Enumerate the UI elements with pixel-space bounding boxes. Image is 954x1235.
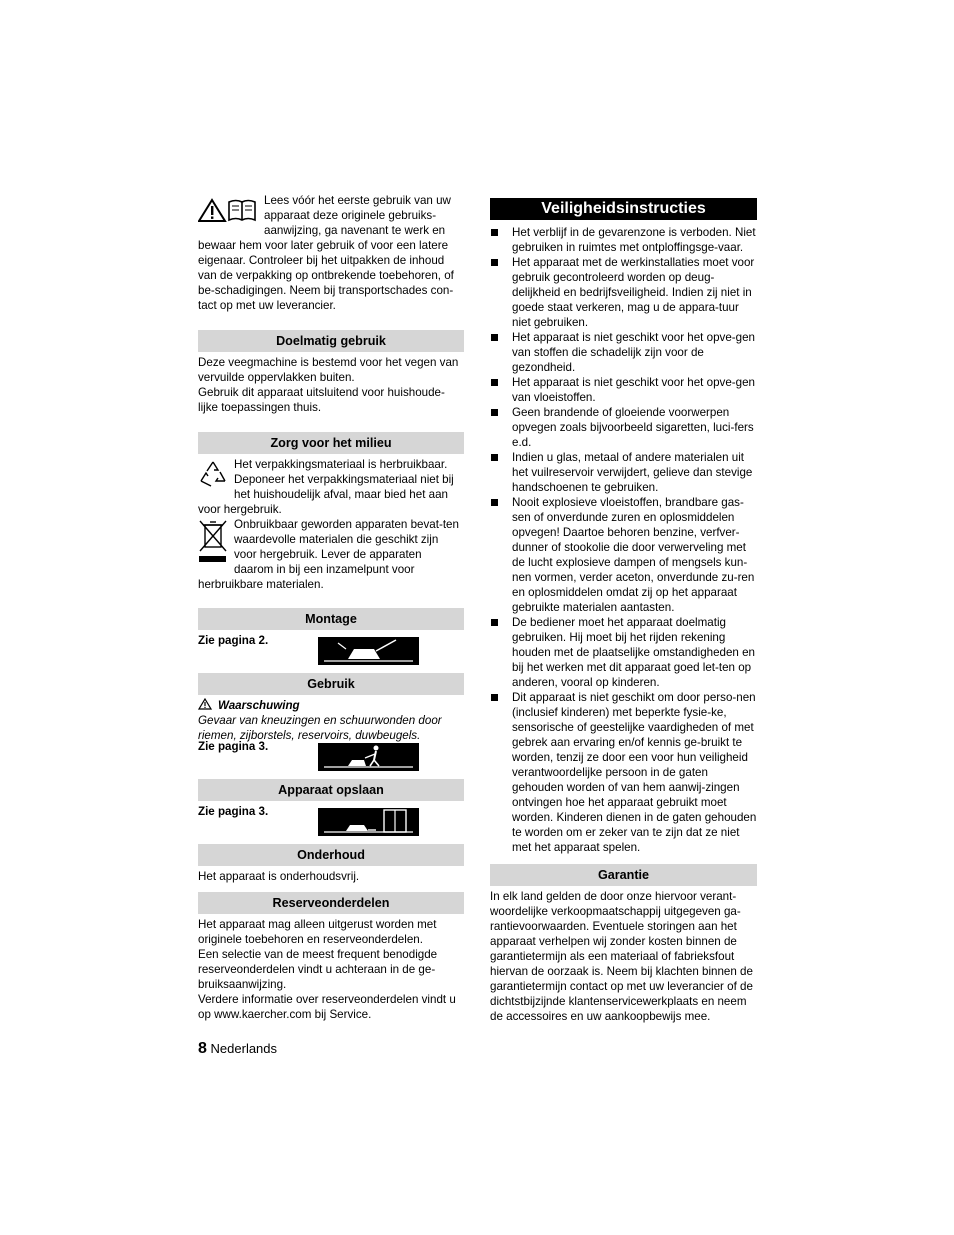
reserve-p2: Een selectie van de meest frequent benodigde reserveonderdelen vindt u achteraan in de ge-bruiksaanwijzing. [198,948,438,991]
bullet-square-icon [491,409,498,416]
heading-milieu: Zorg voor het milieu [198,432,464,454]
crossed-bin-icon [198,519,228,567]
gebruik-warning [198,698,464,713]
list-item: Het apparaat is niet geschikt voor het opve-gen van stoffen die schadelijk zijn voor de gezondheid. [490,330,757,375]
warning-triangle-icon [198,198,258,223]
bullet-square-icon [491,229,498,236]
gebruik-ref-text: Zie pagina 3. [198,740,269,753]
heading-veiligheid: Veiligheidsinstructies [490,198,757,220]
bullet-square-icon [491,694,498,701]
list-item: De bediener moet het apparaat doelmatig gebruiken. Hij moet bij het rijden rekening houden met de plaatselijke omstandigheden en bij het werken met dit apparaat goed let-ten op anderen, vooral op kinderen. [490,615,757,690]
list-item: Geen brandende of gloeiende voorwerpen opvegen zoals bijvoorbeeld sigaretten, luci-fers e.d. [490,405,757,450]
left-column [198,193,464,1022]
montage-ref-text: Zie pagina 2. [198,634,269,647]
intro-text: Lees vóór het eerste gebruik van uw apparaat deze originele gebruiks-aanwijzing, ga navenant te werk en bewaar hem voor later gebruik of voor een latere eigenaar. Controleer bij het uitpakken de inhoud van de verpakking op ontbrekende toebehoren, of be-schadigingen. Neem bij transportschades con-tact op met uw leverancier. [198,194,454,312]
bullet-square-icon [491,334,498,341]
heading-gebruik: Gebruik [198,673,464,695]
opslaan-ref [198,805,464,838]
heading-onderhoud: Onderhoud [198,844,464,866]
milieu-recycle-block [198,457,464,517]
milieu-weee-block [198,517,464,592]
intro-block [198,193,464,313]
reserve-p3: Verdere informatie over reserveonderdelen vindt u op www.kaercher.com bij Service. [198,993,456,1021]
list-item: Het apparaat is niet geschikt voor het opve-gen van vloeistoffen. [490,375,757,405]
bullet-square-icon [491,499,498,506]
warning-text: Gevaar van kneuzingen en schuurwonden door riemen, zijborstels, reservoirs, duwbeugels. [198,714,442,742]
operation-pictogram [318,743,419,771]
bullet-square-icon [491,379,498,386]
list-item: Het verblijf in de gevarenzone is verboden. Niet gebruiken in ruimtes met ontploffingsge-vaar. [490,225,757,255]
list-item: Indien u glas, metaal of andere materialen uit het vuilreservoir verwijdert, gelieve dan stevige handschoenen te gebruiken. [490,450,757,495]
right-column [490,198,757,1024]
doelmatig-p1: Deze veegmachine is bestemd voor het vegen van vervuilde oppervlakken buiten. [198,356,459,384]
opslaan-ref-text: Zie pagina 3. [198,805,269,818]
list-item: Nooit explosieve vloeistoffen, brandbare gas-sen of onverdunde zuren en oplosmiddelen opvegen! Daartoe behoren benzine, verfver-dunner of stookolie die door verwerveling met de lucht explosieve dampen of mengsels kun-nen vormen, verder aceton, onverdunde zu-ren en oplosmiddelen omdat zij op het apparaat gebruikte materialen aantasten. [490,495,757,615]
heading-opslaan: Apparaat opslaan [198,779,464,801]
heading-reserve: Reserveonderdelen [198,892,464,914]
heading-garantie: Garantie [490,864,757,886]
onderhoud-text: Het apparaat is onderhoudsvrij. [198,870,360,883]
bullet-square-icon [491,619,498,626]
gebruik-ref [198,740,464,773]
page-language: Nederlands [210,1041,278,1056]
intro-icons [198,198,258,227]
reserve-p1: Het apparaat mag alleen uitgerust worden met originele toebehoren en reserveonderdelen. [198,918,437,946]
warning-title: Waarschuwing [218,699,300,712]
page-footer [198,1041,277,1056]
milieu-p1: Het verpakkingsmateriaal is herbruikbaar. Deponeer het verpakkingsmateriaal niet bij het huishoudelijk afval, maar bied het aan voor hergebruik. [198,458,454,516]
garantie-text: In elk land gelden de door onze hiervoor verant-woordelijke verkoopmaatschappij uitgegeven ga-rantievoorwaarden. Eventuele storingen aan het apparaat verhelpen wij zonder kosten binnen de garantietermijn als een materiaal of fabrieksfout hiervan de oorzaak is. Neem bij klachten binnen de garantietermijn contact op met uw leverancier of de dichtstbijzijnde klantenservicewerkplaats en neem de accessoires en uw aankoopbewijs mee. [490,890,753,1023]
safety-list [490,225,757,855]
bullet-square-icon [491,259,498,266]
montage-ref [198,634,464,667]
recycle-icon [198,459,228,493]
doelmatig-p2: Gebruik dit apparaat uitsluitend voor huishoude-lijke toepassingen thuis. [198,386,445,414]
page-number: 8 [198,1040,207,1057]
storage-pictogram [318,808,419,836]
list-item: Het apparaat met de werkinstallaties moet voor gebruik gecontroleerd worden op deug-delijkheid en bedrijfsveiligheid. Indien zij niet in goede staat verkeren, mag u de appara-tuur niet gebruiken. [490,255,757,330]
heading-doelmatig: Doelmatig gebruik [198,330,464,352]
warning-small-icon [198,698,212,710]
assembly-pictogram [318,637,419,665]
list-item: Dit apparaat is niet geschikt om door perso-nen (inclusief kinderen) met beperkte fysie-ke, sensorische of geestelijke vaardigheden of met gebrek aan ervaring en/of kennis ge-bruikt te worden, tenzij ze door een voor hun veiligheid verantwoordelijke persoon in de gaten gehouden worden of van hem aanwij-zingen ontvingen hoe het apparaat gebruikt moet worden. Kinderen dienen in de gaten gehouden te worden om er zeker van te zijn dat ze niet met het apparaat spelen. [490,690,757,855]
open-book-icon [229,201,255,221]
milieu-p2: Onbruikbaar geworden apparaten bevat-ten waardevolle materialen die geschikt zijn voor hergebruik. Lever de apparaten daarom in bij een inzamelpunt voor herbruikbare materialen. [198,518,459,591]
heading-montage: Montage [198,608,464,630]
bullet-square-icon [491,454,498,461]
